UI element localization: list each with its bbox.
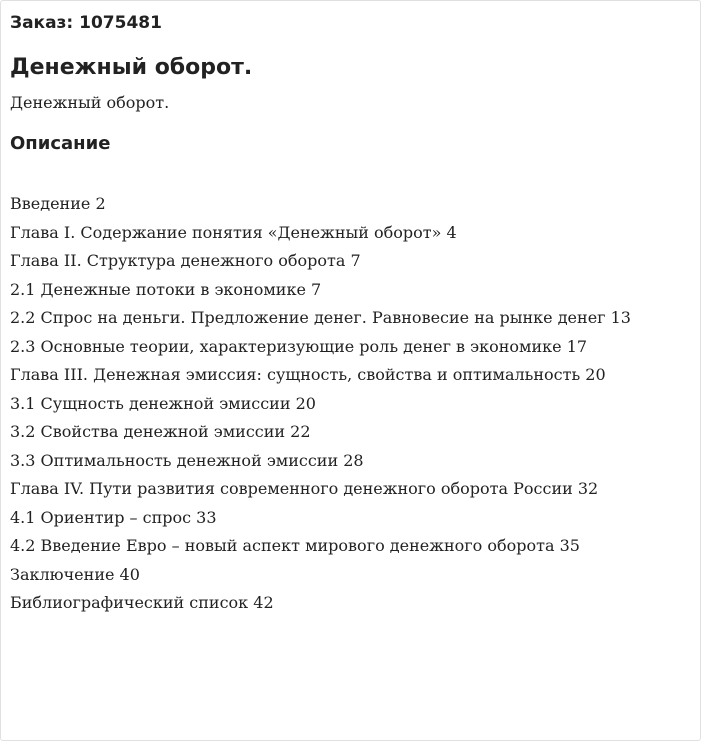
toc-line: Библиографический список 42: [10, 593, 274, 612]
toc-line: Глава II. Структура денежного оборота 7: [10, 251, 361, 270]
toc-line: Глава III. Денежная эмиссия: сущность, свойства и оптимальность 20: [10, 365, 606, 384]
document-subtitle: Денежный оборот.: [10, 93, 170, 112]
toc-line: 3.1 Сущность денежной эмиссии 20: [10, 393, 316, 413]
toc-line: 2.3 Основные теории, характеризующие роль денег в экономике 17: [10, 336, 588, 356]
toc-line: Заключение 40: [10, 564, 140, 584]
description-heading: Описание: [10, 133, 111, 154]
toc-line: 3.3 Оптимальность денежной эмиссии 28: [10, 450, 364, 470]
table-of-contents: [10, 190, 691, 618]
toc-line: Глава I. Содержание понятия «Денежный оборот» 4: [10, 222, 457, 242]
toc-line: 2.1 Денежные потоки в экономике 7: [10, 279, 322, 299]
document-title: Денежный оборот.: [10, 55, 253, 80]
toc-line: 3.2 Свойства денежной эмиссии 22: [10, 422, 311, 441]
toc-line: Глава IV. Пути развития современного денежного оборота России 32: [10, 479, 599, 498]
toc-line: 2.2 Спрос на деньги. Предложение денег. Равновесие на рынке денег 13: [10, 308, 631, 327]
toc-line: 4.1 Ориентир – спрос 33: [10, 507, 217, 527]
toc-line: Введение 2: [10, 194, 106, 213]
toc-line: 4.2 Введение Евро – новый аспект мирового денежного оборота 35: [10, 536, 580, 555]
order-number: Заказ: 1075481: [10, 13, 162, 33]
